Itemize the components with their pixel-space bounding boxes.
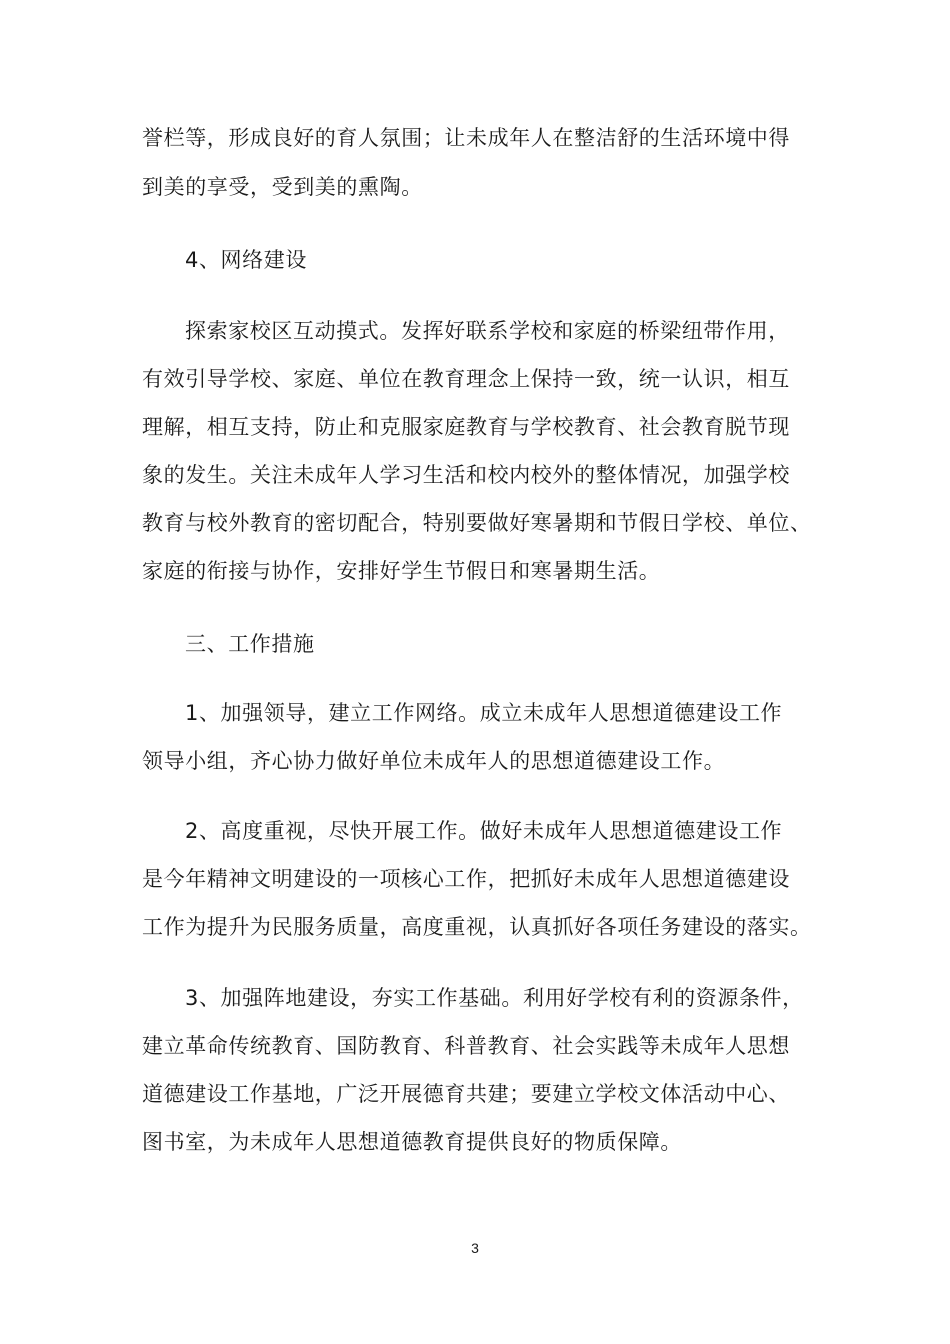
- paragraph-line: 领导小组，齐心协力做好单位未成年人的思想道德建设工作。: [142, 749, 726, 773]
- paragraph-line: 有效引导学校、家庭、单位在教育理念上保持一致，统一认识，相互: [142, 367, 790, 391]
- paragraph-line: 家庭的衔接与协作，安排好学生节假日和寒暑期生活。: [142, 559, 661, 583]
- paragraph-line: 图书室，为未成年人思想道德教育提供良好的物质保障。: [142, 1130, 682, 1154]
- paragraph-line: 是今年精神文明建设的一项核心工作，把抓好未成年人思想道德建设: [142, 867, 790, 891]
- paragraph-line: 誉栏等，形成良好的育人氛围；让未成年人在整洁舒的生活环境中得: [142, 126, 790, 150]
- paragraph-line: 1、加强领导，建立工作网络。成立未成年人思想道德建设工作: [185, 701, 783, 725]
- paragraph-line: 象的发生。关注未成年人学习生活和校内校外的整体情况，加强学校: [142, 463, 790, 487]
- paragraph-line: 工作为提升为民服务质量，高度重视，认真抓好各项任务建设的落实。: [142, 915, 812, 939]
- paragraph-line: 道德建设工作基地，广泛开展德育共建；要建立学校文体活动中心、: [142, 1082, 790, 1106]
- paragraph-line: 建立革命传统教育、国防教育、科普教育、社会实践等未成年人思想: [142, 1034, 790, 1058]
- paragraph-line: 教育与校外教育的密切配合，特别要做好寒暑期和节假日学校、单位、: [142, 511, 812, 535]
- paragraph-line: 理解，相互支持，防止和克服家庭教育与学校教育、社会教育脱节现: [142, 415, 790, 439]
- section-heading: 4、网络建设: [185, 248, 307, 272]
- paragraph-line: 到美的享受，受到美的熏陶。: [142, 175, 423, 199]
- paragraph-line: 3、加强阵地建设，夯实工作基础。利用好学校有利的资源条件，: [185, 986, 804, 1010]
- paragraph-line: 探索家校区互动摸式。发挥好联系学校和家庭的桥梁纽带作用，: [185, 319, 790, 343]
- paragraph-line: 2、高度重视，尽快开展工作。做好未成年人思想道德建设工作: [185, 819, 783, 843]
- page-number: 3: [471, 1240, 479, 1256]
- section-heading: 三、工作措施: [185, 632, 315, 656]
